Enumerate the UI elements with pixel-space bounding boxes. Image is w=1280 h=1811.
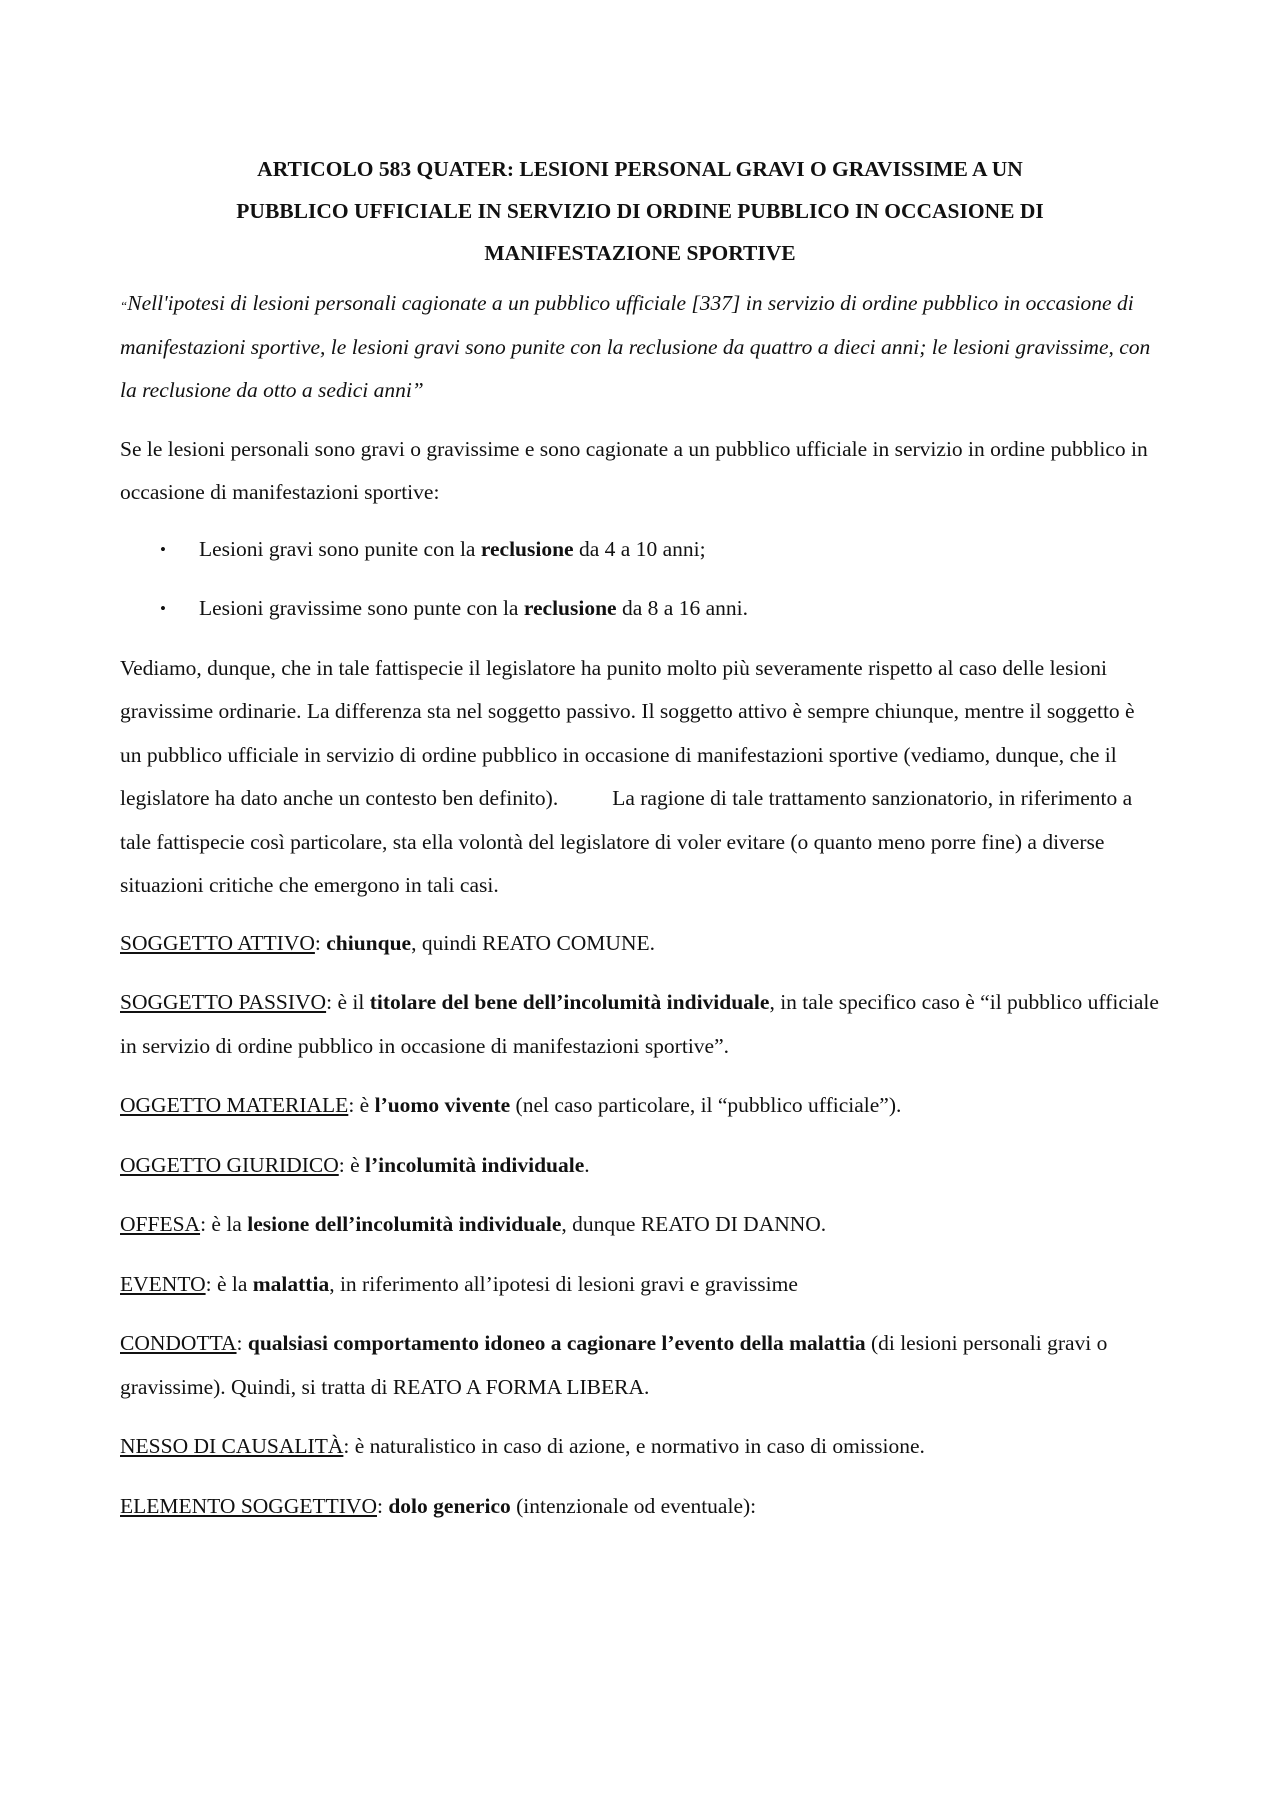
quote-text: Nell'ipotesi di lesioni personali cagionate a un pubblico ufficiale [337] in servizio di ordine pubblico in occasione di manifestazioni sportive, le lesioni gravi sono punite con la reclusione da quattro a dieci anni; le lesioni gravissime, con la reclusione da otto a sedici anni” [120, 291, 1151, 402]
field-text: : [376, 1493, 389, 1518]
title-line-3: MANIFESTAZIONE SPORTIVE [484, 241, 796, 265]
field-bold: chiunque [326, 930, 412, 955]
analysis-part-1: Vediamo, dunque, che in tale fattispecie il legislatore ha punito molto più severamente rispetto al caso delle lesioni gravissime ordinarie. La differenza sta nel soggetto passivo. Il soggetto attivo è sempre chiunque, mentre il soggetto è un pubblico ufficiale in servizio di ordine pubblico in occasione di manifestazioni sportive (vediamo, dunque, che il legislatore ha dato anche un contesto ben definito). [120, 655, 1135, 810]
penalty-list [120, 528, 1160, 631]
title-line-1: ARTICOLO 583 QUATER: LESIONI PERSONAL GRAVI O GRAVISSIME A UN [257, 157, 1023, 181]
title-line-2: PUBBLICO UFFICIALE IN SERVIZIO DI ORDINE PUBBLICO IN OCCASIONE DI [236, 199, 1044, 223]
field-elemento-soggettivo [120, 1485, 1160, 1529]
analysis-part-2: La ragione di tale trattamento sanzionatorio, in riferimento a tale fattispecie così particolare, sta ella volontà del legislatore di voler evitare (o quanto meno porre fine) a diverse situazioni critiche che emergono in tali casi. [120, 786, 1133, 897]
field-bold: malattia [252, 1271, 330, 1296]
field-label: CONDOTTA [120, 1331, 237, 1355]
field-text: : è naturalistico in caso di azione, e normativo in caso di omissione. [343, 1434, 925, 1458]
list-item-text-end: da 8 a 16 anni. [616, 596, 748, 620]
field-label: EVENTO [120, 1271, 206, 1296]
field-text-end: , in tale specifico caso è “il pubblico ufficiale in servizio di ordine pubblico in occasione di manifestazioni sportive”. [120, 990, 1159, 1058]
field-label: OFFESA [120, 1212, 201, 1236]
document-page [120, 148, 1160, 1544]
analysis-paragraph [120, 647, 1160, 908]
field-offesa [120, 1203, 1160, 1247]
field-label: SOGGETTO ATTIVO [120, 930, 315, 955]
field-text: : è la [200, 1212, 248, 1236]
list-item [120, 528, 1160, 572]
field-text: : è il [326, 990, 370, 1014]
document-title [120, 148, 1160, 274]
field-text-end: (intenzionale od eventuale): [510, 1493, 757, 1518]
list-item-bold: reclusione [523, 596, 617, 620]
field-bold: l’uomo vivente [374, 1093, 511, 1117]
field-nesso-causalita [120, 1425, 1160, 1469]
field-bold: lesione dell’incolumità individuale [247, 1212, 562, 1236]
field-bold: qualsiasi comportamento idoneo a cagionare l’evento della malattia [247, 1331, 866, 1355]
field-soggetto-attivo [120, 922, 1160, 966]
field-condotta [120, 1322, 1160, 1409]
field-separator: : [314, 930, 327, 955]
field-bold: l’incolumità individuale [365, 1152, 585, 1177]
field-label: NESSO DI CAUSALITÀ [120, 1434, 344, 1458]
field-oggetto-giuridico [120, 1144, 1160, 1188]
list-item-text: Lesioni gravissime sono punte con la [199, 596, 524, 620]
field-text-end: , dunque REATO DI DANNO. [561, 1212, 827, 1236]
field-text: : [236, 1331, 248, 1355]
field-text-end: (di lesioni personali gravi o gravissime). Quindi, si tratta di REATO A FORMA LIBERA. [120, 1331, 1108, 1399]
quote-open-mark: “ [120, 298, 128, 313]
field-text: , quindi REATO COMUNE. [411, 930, 655, 955]
field-text: : è [348, 1093, 375, 1117]
list-item-text-end: da 4 a 10 anni; [573, 536, 706, 561]
field-text: : è [338, 1152, 366, 1177]
field-label: ELEMENTO SOGGETTIVO [120, 1493, 377, 1518]
list-item-text: Lesioni gravi sono punite con la [199, 536, 481, 561]
intro-paragraph: Se le lesioni personali sono gravi o gravissime e sono cagionate a un pubblico ufficiale in servizio in ordine pubblico in occasione di manifestazioni sportive: [120, 436, 1148, 504]
field-soggetto-passivo [120, 981, 1160, 1068]
bullet-marker: • [160, 539, 166, 559]
article-quote [120, 282, 1160, 413]
field-text: : è la [205, 1271, 253, 1296]
field-label: OGGETTO MATERIALE [120, 1093, 349, 1117]
field-label: SOGGETTO PASSIVO [120, 990, 327, 1014]
field-text-end: , in riferimento all’ipotesi di lesioni gravi e gravissime [329, 1271, 798, 1296]
field-bold: dolo generico [388, 1493, 511, 1518]
list-item-bold: reclusione [480, 536, 574, 561]
field-bold: titolare del bene dell’incolumità individuale [369, 990, 770, 1014]
field-oggetto-materiale [120, 1084, 1160, 1128]
field-label: OGGETTO GIURIDICO [120, 1152, 339, 1177]
field-evento [120, 1263, 1160, 1307]
field-text-end: (nel caso particolare, il “pubblico ufficiale”). [510, 1093, 902, 1117]
bullet-marker: • [160, 599, 166, 618]
list-item [120, 587, 1160, 631]
field-text-end: . [584, 1152, 590, 1177]
